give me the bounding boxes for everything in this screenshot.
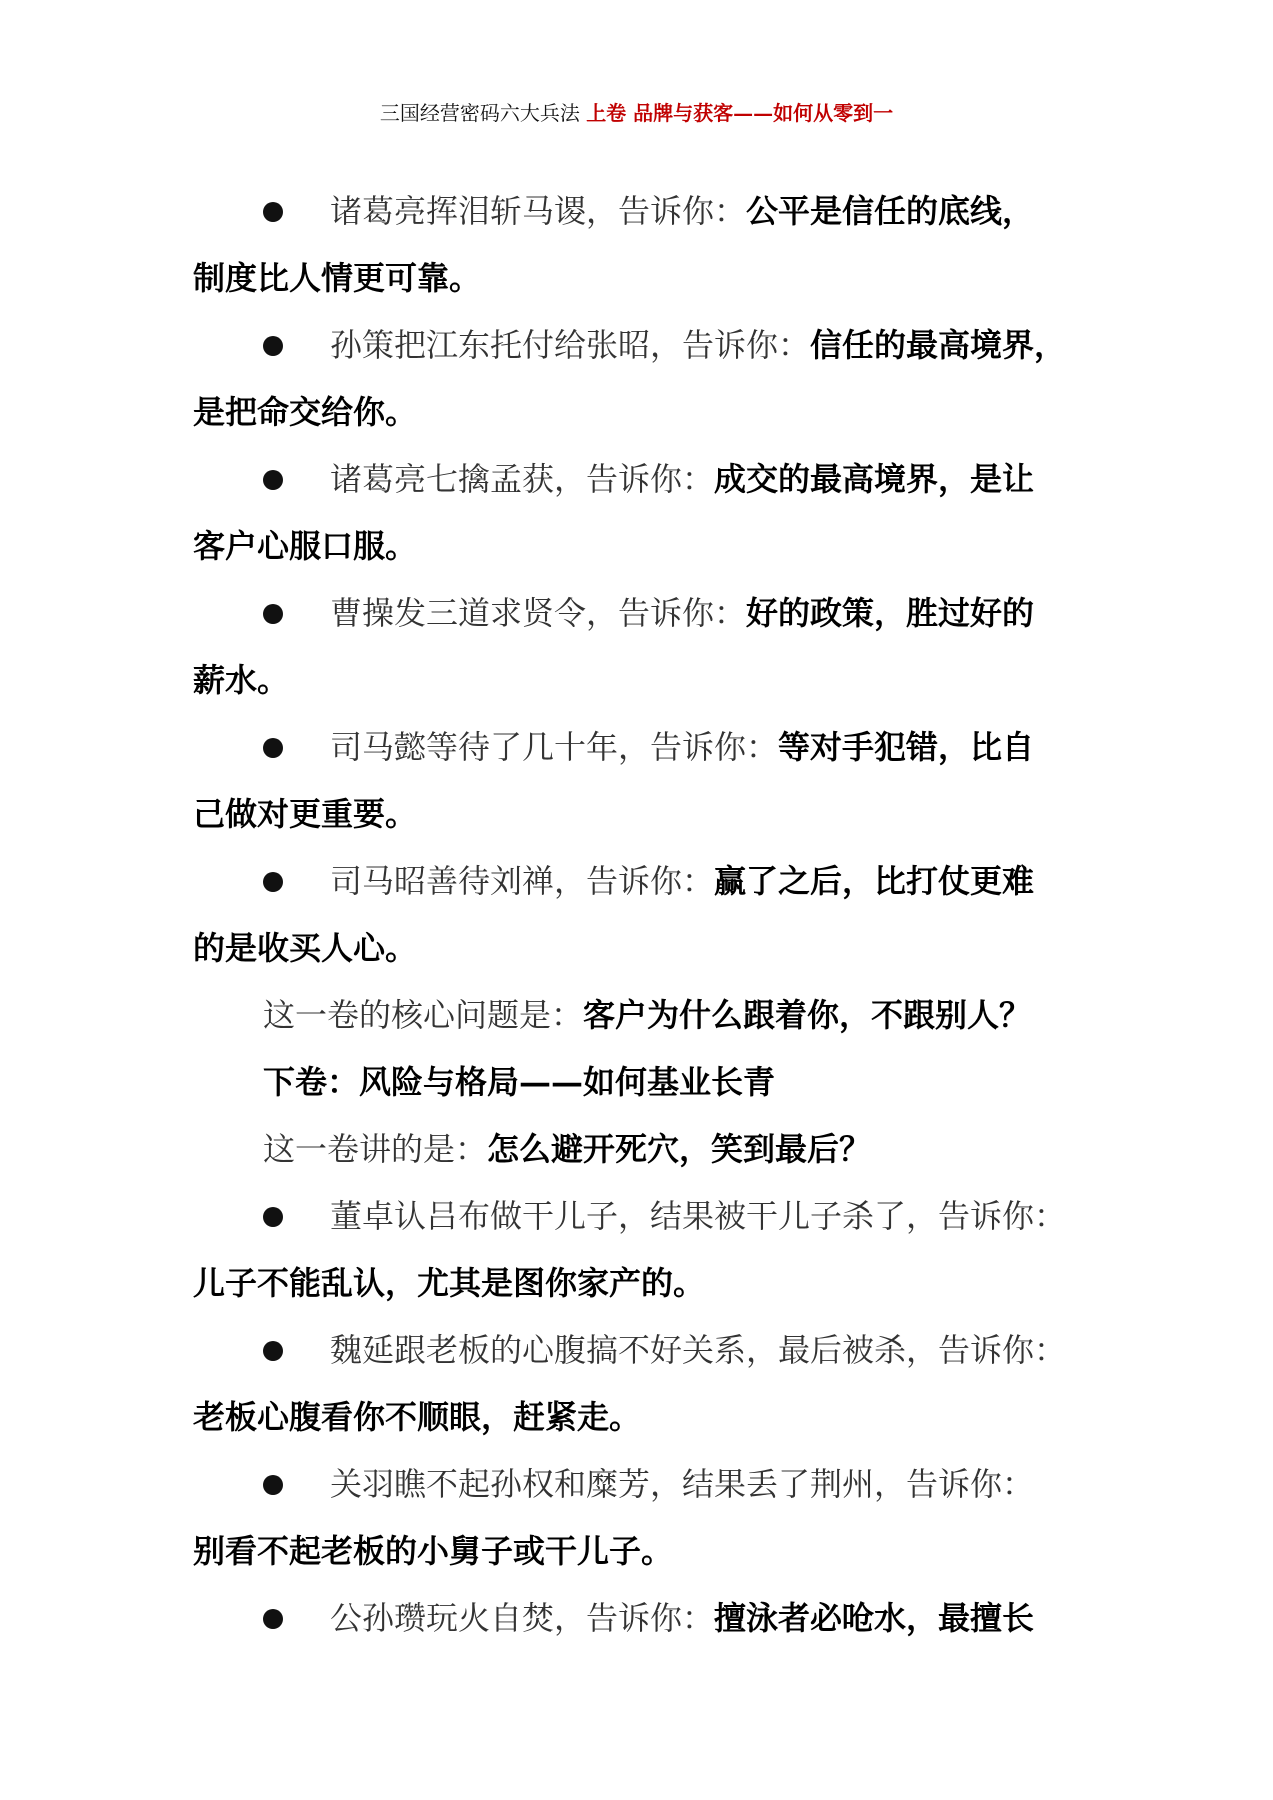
continuation-line — [193, 379, 1083, 446]
intro-emphasis: 怎么避开死穴，笑到最后？ — [487, 1130, 872, 1168]
bullet-emphasis: 客户心服口服。 — [193, 527, 418, 565]
continuation-line — [193, 915, 1083, 982]
bullet-emphasis: 的是收买人心。 — [193, 929, 418, 967]
bullet-emphasis: 擅泳者必呛水，最擅长 — [714, 1599, 1035, 1637]
continuation-line — [193, 513, 1083, 580]
bullet-lead: 关羽瞧不起孙权和糜芳，结果丢了荆州，告诉你： — [330, 1465, 1035, 1503]
volume-heading — [193, 1049, 1083, 1116]
continuation-line — [193, 1250, 1083, 1317]
continuation-line — [193, 245, 1083, 312]
bullet-icon — [263, 1341, 283, 1361]
bullet-lead: 诸葛亮挥泪斩马谡，告诉你： — [330, 192, 747, 230]
bullet-icon — [263, 1207, 283, 1227]
continuation-line — [193, 781, 1083, 848]
bullet-emphasis: 等对手犯错，比自 — [778, 728, 1035, 766]
continuation-line — [193, 1518, 1083, 1585]
header-book-title: 三国经营密码六大兵法 — [379, 101, 580, 125]
bullet-item — [193, 1585, 1083, 1652]
volume-heading-text: 下卷：风险与格局——如何基业长青 — [263, 1063, 776, 1101]
bullet-item — [193, 178, 1083, 245]
running-header — [0, 98, 1273, 128]
bullet-emphasis: 是把命交给你。 — [193, 393, 418, 431]
bullet-emphasis: 老板心腹看你不顺眼，赶紧走。 — [193, 1398, 642, 1436]
bullet-lead: 董卓认吕布做干儿子，结果被干儿子杀了，告诉你： — [330, 1197, 1067, 1235]
question-lead: 这一卷的核心问题是： — [263, 996, 584, 1034]
bullet-emphasis: 别看不起老板的小舅子或干儿子。 — [193, 1532, 674, 1570]
bullet-lead: 公孙瓒玩火自焚，告诉你： — [330, 1599, 715, 1637]
bullet-item — [193, 714, 1083, 781]
bullet-lead: 诸葛亮七擒孟获，告诉你： — [330, 460, 715, 498]
bullet-emphasis: 儿子不能乱认，尤其是图你家产的。 — [193, 1264, 706, 1302]
bullet-emphasis: 公平是信任的底线， — [746, 192, 1035, 230]
bullet-icon — [263, 1475, 283, 1495]
bullet-item — [193, 312, 1083, 379]
bullet-item — [193, 848, 1083, 915]
bullet-emphasis: 己做对更重要。 — [193, 795, 418, 833]
bullet-lead: 魏延跟老板的心腹搞不好关系，最后被杀，告诉你： — [330, 1331, 1067, 1369]
continuation-line — [193, 647, 1083, 714]
bullet-icon — [263, 872, 283, 892]
bullet-item — [193, 580, 1083, 647]
bullet-lead: 孙策把江东托付给张昭，告诉你： — [330, 326, 811, 364]
bullet-lead: 司马懿等待了几十年，告诉你： — [330, 728, 779, 766]
bullet-lead: 司马昭善待刘禅，告诉你： — [330, 862, 715, 900]
bullet-icon — [263, 336, 283, 356]
bullet-icon — [263, 470, 283, 490]
intro-lead: 这一卷讲的是： — [263, 1130, 488, 1168]
header-volume-title: 上卷 品牌与获客——如何从零到一 — [586, 101, 894, 125]
continuation-line — [193, 1384, 1083, 1451]
bullet-emphasis: 好的政策，胜过好的 — [746, 594, 1035, 632]
bullet-emphasis: 赢了之后，比打仗更难 — [714, 862, 1035, 900]
bullet-item — [193, 1183, 1083, 1250]
body-text — [193, 178, 1083, 1652]
bullet-item — [193, 446, 1083, 513]
bullet-emphasis: 信任的最高境界， — [810, 326, 1067, 364]
volume-intro — [193, 1116, 1083, 1183]
bullet-emphasis: 制度比人情更可靠。 — [193, 259, 482, 297]
bullet-emphasis: 薪水。 — [193, 661, 290, 699]
bullet-icon — [263, 604, 283, 624]
bullet-emphasis: 成交的最高境界，是让 — [714, 460, 1035, 498]
bullet-icon — [263, 202, 283, 222]
volume-question — [193, 982, 1083, 1049]
bullet-item — [193, 1451, 1083, 1518]
bullet-icon — [263, 1609, 283, 1629]
bullet-lead: 曹操发三道求贤令，告诉你： — [330, 594, 747, 632]
question-emphasis: 客户为什么跟着你，不跟别人？ — [583, 996, 1032, 1034]
bullet-item — [193, 1317, 1083, 1384]
bullet-icon — [263, 738, 283, 758]
